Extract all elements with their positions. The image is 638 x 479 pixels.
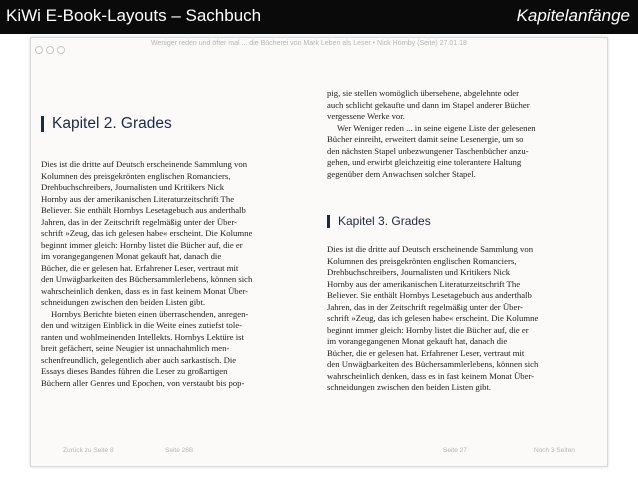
text-line: den und witzigen Einblick in die Weite eines zutiefst tole-	[41, 320, 243, 330]
back-link[interactable]: Zurück zu Seite 8	[63, 447, 114, 454]
close-window-icon[interactable]	[35, 46, 43, 54]
ebook-reader-window	[30, 37, 608, 467]
window-controls	[35, 41, 68, 59]
zoom-window-icon[interactable]	[57, 46, 65, 54]
text-line: den Unwägbarkeiten des Büchersammlerlebens, können sich	[41, 274, 253, 284]
text-line: gehen, und erwirbt gleichzeitig eine tolerantere Haltung	[327, 157, 522, 167]
text-line: Bücher, die er gelesen hat. Erfahrener Leser, vertraut mit	[41, 262, 239, 273]
left-page-number: Seite 26B	[165, 447, 194, 454]
reader-titlebar	[31, 38, 607, 52]
text-line: Drehbuchschreibers, Journalisten und Kritikers Nick	[327, 267, 511, 277]
chapter-heading: Kapitel 2. Grades	[41, 116, 295, 132]
text-line: Kolumnen des preisgekrönten englischen Romanciers,	[41, 170, 231, 181]
text-line: den Unwägbarkeiten des Büchersammlerlebens, können sich	[327, 359, 539, 369]
text-line: im vorangegangenen Monat gekauft hat, danach die	[41, 251, 222, 261]
text-line: gegenüber dem Anwachsen solcher Stapel.	[327, 168, 476, 179]
reader-footer	[31, 447, 607, 461]
left-paragraph-2	[41, 309, 295, 390]
text-line: Kolumnen des preisgekrönten englischen Romanciers,	[327, 255, 517, 266]
text-line: Wer Weniger reden ... in seine eigene Liste der gelesenen	[337, 122, 536, 133]
text-line: Hornby aus der amerikanischen Literaturzeitschrift The	[41, 193, 235, 204]
minimize-window-icon[interactable]	[46, 46, 54, 54]
text-line: Essays dieses Bandes führen die Leser zu großartigen	[41, 366, 228, 376]
text-line: Hornbys Berichte bieten einen überraschenden, anregen-	[51, 308, 249, 319]
text-line: Jahren, das in der Zeitschrift regelmäßig unter der Über-	[327, 301, 523, 312]
right-page	[327, 58, 581, 394]
pages-remaining: Noch 3 Seiten	[534, 447, 575, 454]
slide-banner	[0, 0, 638, 34]
text-line: Bücher, die er gelesen hat. Erfahrener Leser, vertraut mit	[327, 347, 525, 358]
banner-subtitle: Kapitelanfänge	[516, 6, 630, 25]
text-line: im vorangegangenen Monat gekauft hat, danach die	[327, 336, 508, 346]
left-page	[41, 58, 295, 389]
text-line: Jahren, das in der Zeitschrift regelmäßig unter der Über-	[41, 216, 237, 227]
text-line: Bücher einreiht, erweitert damit seine Lesenergie, um so	[327, 134, 524, 144]
text-line: den nächsten Stapel unbezwungener Taschenbücher anzu-	[327, 145, 529, 156]
continuation-text	[327, 88, 581, 180]
text-line: Dies ist die dritte auf Deutsch erscheinende Sammlung von	[327, 244, 534, 254]
banner-title: KiWi E-Book-Layouts – Sachbuch	[6, 6, 262, 25]
text-line: schenfreundlich, gelegentlich aber auch sarkastisch. Die	[41, 354, 237, 365]
text-line: vergessene Werke vor.	[327, 111, 405, 121]
right-paragraph	[327, 244, 581, 394]
text-line: schneidungen zwischen den beiden Listen gibt.	[41, 297, 206, 307]
text-line: Drehbuchschreibers, Journalisten und Kritikers Nick	[41, 182, 225, 192]
text-line: wahrscheinlich denken, dass es in fast keinem Monat Über-	[327, 370, 535, 381]
text-line: schrift »Zeug, das ich gelesen habe« erscheint. Die Kolumne	[41, 228, 253, 238]
text-line: beginnt immer gleich: Hornby listet die Bücher auf, die er	[41, 239, 243, 250]
right-page-number: Seite 27	[443, 447, 467, 454]
text-line: wahrscheinlich denken, dass es in fast keinem Monat Über-	[41, 285, 249, 296]
text-line: Believer. Sie enthält Hornbys Lesetagebuch aus anderthalb	[327, 290, 532, 300]
text-line: Dies ist die dritte auf Deutsch erscheinende Sammlung von	[41, 159, 248, 169]
text-line: breit gefächert, seine Neugier ist unnachahmlich men-	[41, 343, 230, 353]
text-line: schneidungen zwischen den beiden Listen gibt.	[327, 382, 492, 392]
text-line: auch schlicht gekaufte und dann im Stapel anderer Bücher	[327, 99, 530, 110]
text-line: Büchern aller Genres und Epochen, von verstaubt bis pop-	[41, 377, 245, 388]
text-line: Hornby aus der amerikanischen Literaturzeitschrift The	[327, 278, 521, 289]
text-line: Believer. Sie enthält Hornbys Lesetagebuch aus anderthalb	[41, 205, 246, 215]
book-title: Weniger reden und öfter mal ... die Bücherei von Mark Leben als Leser • Nick Hornby (Seite) 27.01.18	[151, 40, 467, 47]
chapter-heading: Kapitel 3. Grades	[327, 215, 581, 228]
text-line: beginnt immer gleich: Hornby listet die Bücher auf, die er	[327, 324, 529, 335]
text-line: pig, sie stellen womöglich übersehene, abgelehnte oder	[327, 88, 520, 98]
text-line: schrift »Zeug, das ich gelesen habe« erscheint. Die Kolumne	[327, 313, 539, 323]
text-line: ranten und wohlmeinenden Intellekts. Hornbys Lektüre ist	[41, 331, 244, 342]
left-paragraph-1	[41, 159, 295, 309]
